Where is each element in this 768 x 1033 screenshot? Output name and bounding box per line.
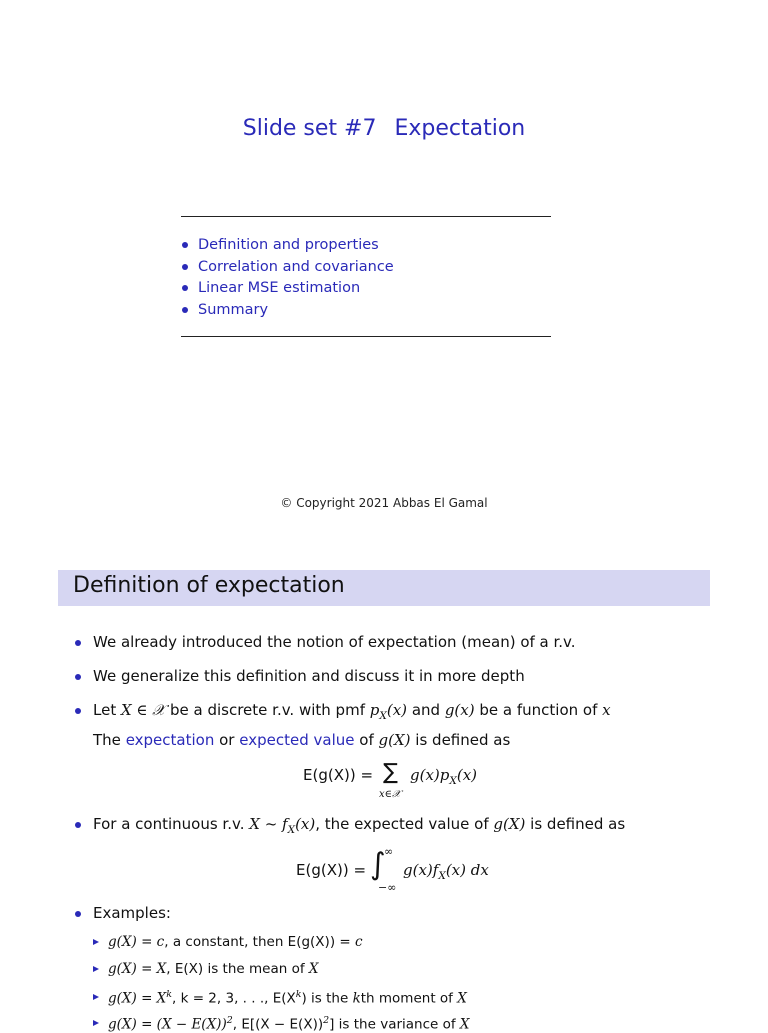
triangle-bullet-icon — [93, 1020, 99, 1026]
outline-item: Summary — [181, 300, 551, 322]
definition-header-band — [58, 570, 710, 606]
triangle-bullet-icon — [93, 994, 99, 1000]
bullet-dot-icon — [75, 674, 81, 680]
outline-item: Correlation and covariance — [181, 257, 551, 279]
copyright: © Copyright 2021 Abbas El Gamal — [280, 496, 488, 510]
outline-item: Linear MSE estimation — [181, 278, 551, 300]
expectation-definition-line: The expectation or expected value of g(X) is defined as — [93, 731, 511, 749]
bullet-dot-icon — [75, 822, 81, 828]
term-expected-value: expected value — [239, 731, 355, 749]
definition-heading: Definition of expectation — [73, 573, 345, 598]
bullet-dot-icon — [75, 911, 81, 917]
integral-symbol: ∫ — [370, 847, 386, 882]
slide-title-prefix: Slide set #7 — [242, 116, 377, 141]
bullet-dot-icon — [75, 708, 81, 714]
outline-item: Definition and properties — [181, 235, 551, 257]
sum-symbol: ∑ — [383, 760, 398, 785]
outline-list — [181, 235, 551, 321]
outline-bottom-rule — [181, 336, 551, 337]
triangle-bullet-icon — [93, 939, 99, 945]
term-expectation: expectation — [125, 731, 215, 749]
slide-title-main: Expectation — [394, 116, 526, 141]
formula-continuous: E(g(X)) = ∫ ∞ −∞ $g(x)f_X(x)$ dx — [296, 845, 489, 894]
bullet-dot-icon — [75, 640, 81, 646]
slide-title — [0, 116, 768, 141]
formula-discrete: E(g(X)) = ∑ x∈𝒳 $g(x)p_X(x)$ — [303, 760, 478, 800]
triangle-bullet-icon — [93, 966, 99, 972]
outline-top-rule — [181, 216, 551, 217]
